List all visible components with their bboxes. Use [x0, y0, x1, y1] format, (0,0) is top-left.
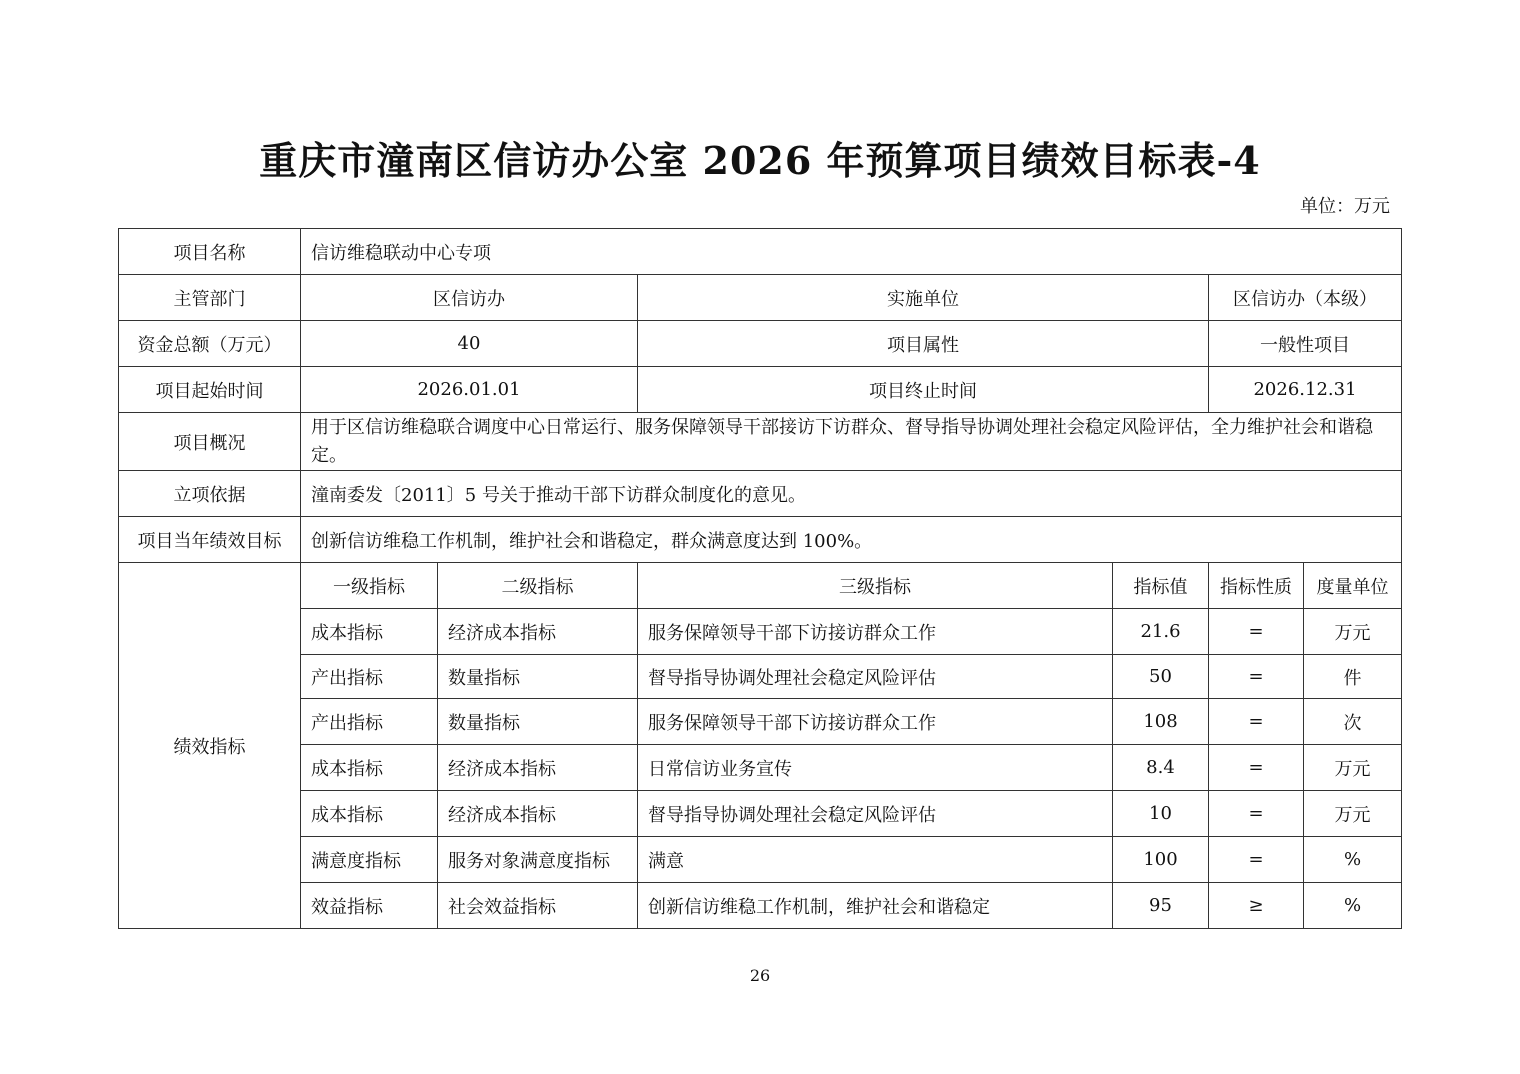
header-value: 指标值: [1113, 563, 1209, 609]
impl-label: 实施单位: [638, 275, 1209, 321]
indicator-level2: 经济成本指标: [438, 791, 638, 837]
indicator-level2: 数量指标: [438, 655, 638, 699]
indicator-value: 100: [1113, 837, 1209, 883]
header-level1: 一级指标: [301, 563, 438, 609]
indicator-value: 21.6: [1113, 609, 1209, 655]
indicator-header-row: [119, 563, 1402, 609]
indicator-unit: %: [1304, 837, 1402, 883]
header-unit: 度量单位: [1304, 563, 1402, 609]
table-row: [119, 517, 1402, 563]
start-value: 2026.01.01: [301, 367, 638, 413]
overview-label: 项目概况: [119, 413, 301, 471]
table-row: [119, 367, 1402, 413]
indicator-level1: 产出指标: [301, 699, 438, 745]
indicator-level1: 满意度指标: [301, 837, 438, 883]
header-nature: 指标性质: [1209, 563, 1304, 609]
indicators-section-label: 绩效指标: [119, 563, 301, 929]
indicator-level1: 成本指标: [301, 609, 438, 655]
indicator-level3: 督导指导协调处理社会稳定风险评估: [638, 791, 1113, 837]
indicator-value: 108: [1113, 699, 1209, 745]
indicator-unit: 件: [1304, 655, 1402, 699]
indicator-level3: 满意: [638, 837, 1113, 883]
table-row: [119, 471, 1402, 517]
indicator-level3: 日常信访业务宣传: [638, 745, 1113, 791]
indicator-row: [119, 883, 1402, 929]
dept-label: 主管部门: [119, 275, 301, 321]
project-name-value: 信访维稳联动中心专项: [301, 229, 1402, 275]
indicator-row: [119, 609, 1402, 655]
basis-label: 立项依据: [119, 471, 301, 517]
indicator-value: 8.4: [1113, 745, 1209, 791]
unit-label: 单位：万元: [1300, 196, 1390, 217]
goal-value: 创新信访维稳工作机制，维护社会和谐稳定，群众满意度达到 100%。: [301, 517, 1402, 563]
indicator-level1: 效益指标: [301, 883, 438, 929]
indicator-level2: 服务对象满意度指标: [438, 837, 638, 883]
indicator-level3: 服务保障领导干部下访接访群众工作: [638, 609, 1113, 655]
project-name-label: 项目名称: [119, 229, 301, 275]
indicator-nature: =: [1209, 609, 1304, 655]
table-row: [119, 229, 1402, 275]
indicator-level3: 督导指导协调处理社会稳定风险评估: [638, 655, 1113, 699]
indicator-row: [119, 655, 1402, 699]
indicator-nature: =: [1209, 699, 1304, 745]
indicator-nature: =: [1209, 655, 1304, 699]
indicator-level2: 社会效益指标: [438, 883, 638, 929]
indicator-value: 95: [1113, 883, 1209, 929]
funds-label: 资金总额（万元）: [119, 321, 301, 367]
indicator-level1: 成本指标: [301, 745, 438, 791]
basis-value: 潼南委发〔2011〕5 号关于推动干部下访群众制度化的意见。: [301, 471, 1402, 517]
attr-value: 一般性项目: [1209, 321, 1402, 367]
indicator-unit: 万元: [1304, 791, 1402, 837]
indicator-nature: =: [1209, 837, 1304, 883]
indicator-level2: 经济成本指标: [438, 609, 638, 655]
page-title: 重庆市潼南区信访办公室 2026 年预算项目绩效目标表-4: [259, 138, 1261, 183]
indicator-row: [119, 745, 1402, 791]
indicator-value: 50: [1113, 655, 1209, 699]
performance-target-table: [118, 228, 1402, 929]
indicator-level1: 产出指标: [301, 655, 438, 699]
indicator-unit: 万元: [1304, 745, 1402, 791]
indicator-nature: ≥: [1209, 883, 1304, 929]
funds-value: 40: [301, 321, 638, 367]
impl-value: 区信访办（本级）: [1209, 275, 1402, 321]
indicator-row: [119, 791, 1402, 837]
indicator-unit: %: [1304, 883, 1402, 929]
header-level2: 二级指标: [438, 563, 638, 609]
dept-value: 区信访办: [301, 275, 638, 321]
start-label: 项目起始时间: [119, 367, 301, 413]
indicator-level2: 数量指标: [438, 699, 638, 745]
indicator-nature: =: [1209, 791, 1304, 837]
end-value: 2026.12.31: [1209, 367, 1402, 413]
indicator-level3: 服务保障领导干部下访接访群众工作: [638, 699, 1113, 745]
indicator-unit: 次: [1304, 699, 1402, 745]
indicator-nature: =: [1209, 745, 1304, 791]
indicator-level1: 成本指标: [301, 791, 438, 837]
header-level3: 三级指标: [638, 563, 1113, 609]
table-row: [119, 321, 1402, 367]
indicator-unit: 万元: [1304, 609, 1402, 655]
overview-value: 用于区信访维稳联合调度中心日常运行、服务保障领导干部接访下访群众、督导指导协调处理社会稳定风险评估，全力维护社会和谐稳定。: [301, 413, 1402, 471]
indicator-row: [119, 837, 1402, 883]
table-row: [119, 275, 1402, 321]
indicator-value: 10: [1113, 791, 1209, 837]
indicator-level2: 经济成本指标: [438, 745, 638, 791]
attr-label: 项目属性: [638, 321, 1209, 367]
end-label: 项目终止时间: [638, 367, 1209, 413]
table-row: [119, 413, 1402, 471]
indicator-level3: 创新信访维稳工作机制，维护社会和谐稳定: [638, 883, 1113, 929]
indicator-row: [119, 699, 1402, 745]
goal-label: 项目当年绩效目标: [119, 517, 301, 563]
page-number: 26: [749, 966, 771, 985]
